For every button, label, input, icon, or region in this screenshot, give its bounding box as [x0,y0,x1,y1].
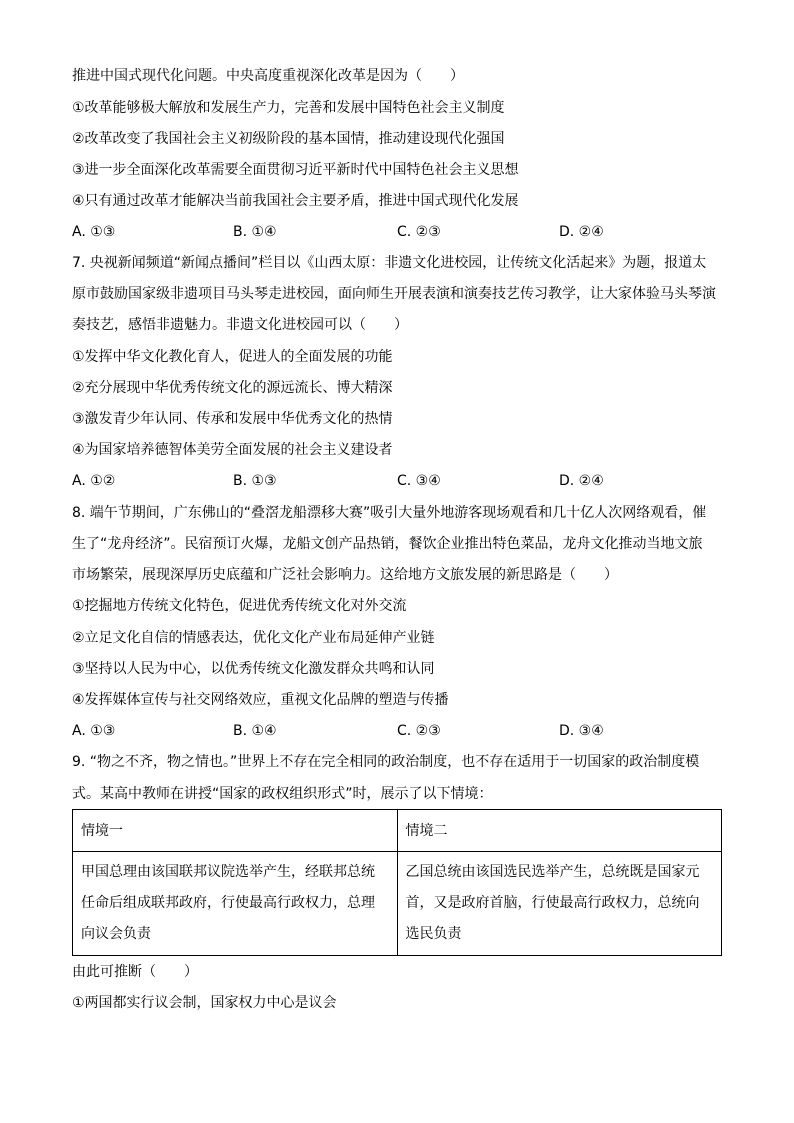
question-7-stem-line-3: 奏技艺，感悟非遗魅力。非遗文化进校园可以（ ） [72,317,408,333]
scenario-2-header: 情境二 [397,810,722,852]
question-8-option-c: C. ②③ [397,723,441,739]
question-9-prompt: 由此可推断（ ） [72,964,198,980]
scenario-2-text: 乙国总统由该国选民选举产生，总统既是国家元首，又是政府首脑，行使最高行政权力，总统向选民负责 [397,852,722,956]
question-8-option-b: B. ①④ [233,723,277,739]
question-7-statement-3: ③激发青少年认同、传承和发展中华优秀文化的热情 [72,411,393,427]
question-8-statement-1: ①挖掘地方传统文化特色，促进优秀传统文化对外交流 [72,598,407,614]
question-7-option-c: C. ③④ [397,473,441,489]
question-7-option-d: D. ②④ [559,473,604,489]
question-8-stem-line-2: 生了“龙舟经济”。民宿预订火爆，龙船文创产品热销，餐饮企业推出特色菜品，龙舟文化推动当地文旅 [72,536,703,552]
question-8-statement-3: ③坚持以人民为中心，以优秀传统文化激发群众共鸣和认同 [72,661,435,677]
table-header-row [73,810,722,852]
question-7-stem-line-2: 原市鼓励国家级非遗项目马头琴走进校园，面向师生开展表演和演奏技艺传习教学，让大家体验马头琴演 [72,286,716,302]
question-6-option-d: D. ②④ [559,224,604,240]
question-7-stem-line-1: 7. 央视新闻频道“新闻点播间”栏目以《山西太原：非遗文化进校园，让传统文化活起来》为题，报道太 [72,255,707,271]
question-8-stem-line-1: 8. 端午节期间，广东佛山的“叠滘龙船漂移大赛”吸引大量外地游客现场观看和几十亿人次网络观看，催 [72,505,707,521]
scenario-1-header: 情境一 [73,810,398,852]
scenario-table [72,809,722,956]
question-7-statement-2: ②充分展现中华优秀传统文化的源远流长、博大精深 [72,380,393,396]
question-9-stem-line-2: 式。某高中教师在讲授“国家的政权组织形式”时，展示了以下情境： [72,786,493,802]
question-8-statement-4: ④发挥媒体宣传与社交网络效应，重视文化品牌的塑造与传播 [72,692,449,708]
table-row [73,852,722,956]
question-6-option-c: C. ②③ [397,224,441,240]
question-6-statement-4: ④只有通过改革才能解决当前我国社会主要矛盾，推进中国式现代化发展 [72,193,519,209]
question-6-statement-3: ③进一步全面深化改革需要全面贯彻习近平新时代中国特色社会主义思想 [72,162,519,178]
question-6-option-a: A. ①③ [72,224,116,240]
question-9-statement-1: ①两国都实行议会制，国家权力中心是议会 [72,995,337,1011]
question-7-statement-1: ①发挥中华文化教化育人，促进人的全面发展的功能 [72,349,393,365]
scenario-1-text: 甲国总理由该国联邦议院选举产生，经联邦总统任命后组成联邦政府，行使最高行政权力，总理向议会负责 [73,852,398,956]
question-8-statement-2: ②立足文化自信的情感表达，优化文化产业布局延伸产业链 [72,630,435,646]
question-6-statement-1: ①改革能够极大解放和发展生产力，完善和发展中国特色社会主义制度 [72,100,505,116]
question-8-option-d: D. ③④ [559,723,604,739]
question-7-statement-4: ④为国家培养德智体美劳全面发展的社会主义建设者 [72,442,393,458]
question-6-stem: 推进中国式现代化问题。中央高度重视深化改革是因为（ ） [72,68,464,84]
question-7-option-b: B. ①③ [233,473,277,489]
question-8-stem-line-3: 市场繁荣，展现深厚历史底蕴和广泛社会影响力。这给地方文旅发展的新思路是（ ） [72,567,618,583]
question-6-option-b: B. ①④ [233,224,277,240]
question-7-option-a: A. ①② [72,473,116,489]
question-6-statement-2: ②改革改变了我国社会主义初级阶段的基本国情，推动建设现代化强国 [72,131,505,147]
question-8-option-a: A. ①③ [72,723,116,739]
question-9-stem-line-1: 9. “物之不齐，物之情也。”世界上不存在完全相同的政治制度，也不存在适用于一切国家的政治制度模 [72,754,700,770]
